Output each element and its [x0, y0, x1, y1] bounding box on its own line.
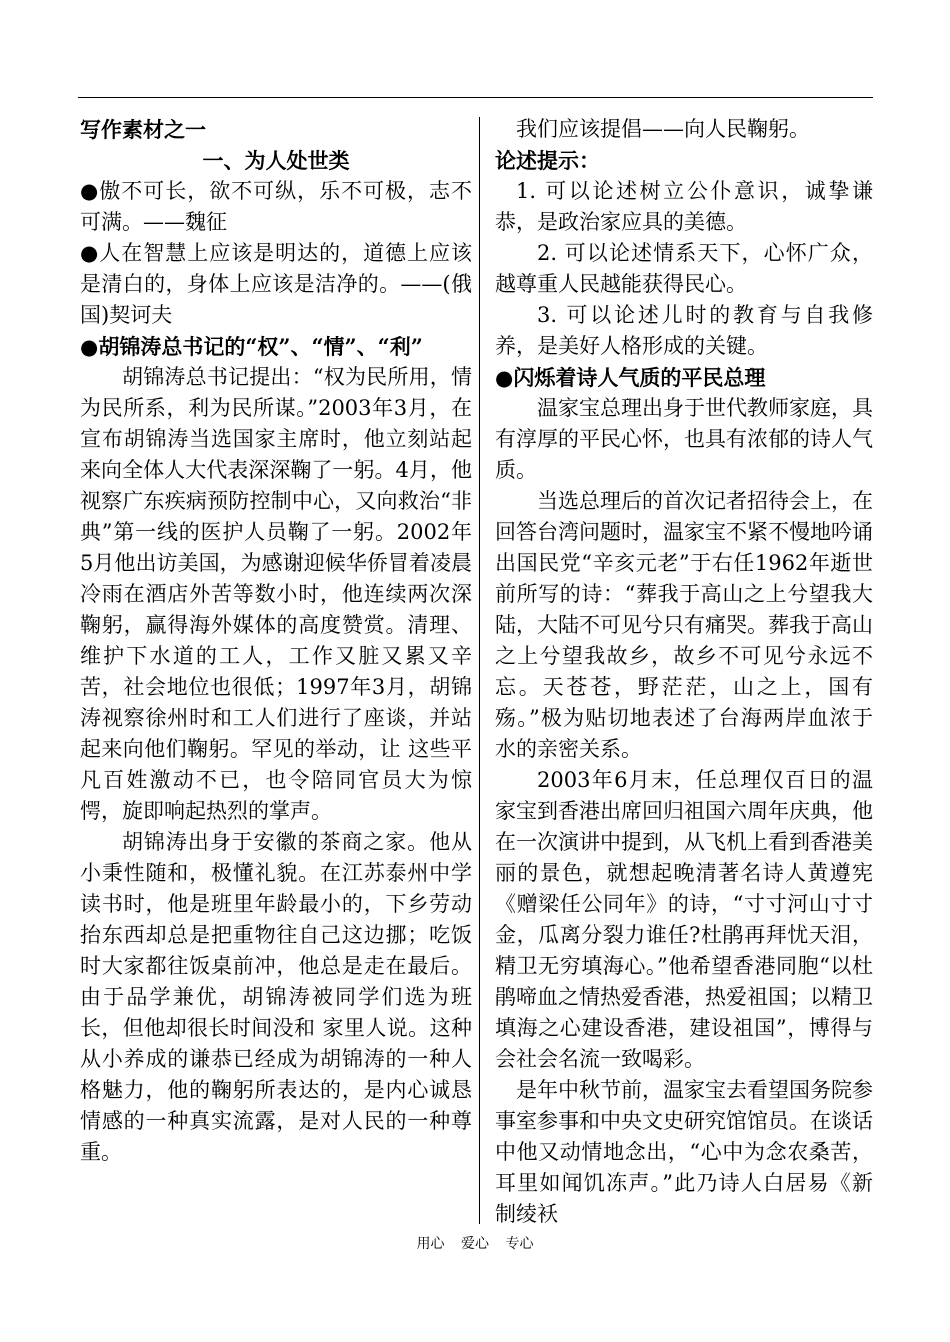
footer-item: 专心 [505, 1236, 534, 1252]
subheading-wen: ●闪烁着诗人气质的平民总理 [495, 365, 766, 390]
document-heading: 写作素材之一 [80, 117, 206, 142]
column-divider [479, 117, 480, 1224]
paragraph-wen-4: 是年中秋节前，温家宝去看望国务院参事室参事和中央文史研究馆馆员。在谈话中他又动情地念出，“心中为念农桑苦，耳里如闻饥冻声。”此乃诗人白居易《新制绫袄 [495, 1078, 873, 1226]
advocate-line: 我们应该提倡——向人民鞠躬。 [516, 117, 810, 141]
subheading-hu: ●胡锦涛总书记的“权”、“情”、“利” [80, 334, 423, 359]
quote-weizheng: ●傲不可长，欲不可纵，乐不可极，志不可满。——魏征 [80, 179, 472, 234]
tip-3: 3. 可以论述儿时的教育与自我修养，是美好人格形成的关键。 [495, 303, 873, 358]
quote-chekhov: ●人在智慧上应该是明达的，道德上应该是清白的，身体上应该是洁净的。——(俄国)契诃夫 [80, 241, 472, 327]
paragraph-wen-2: 当选总理后的首次记者招待会上，在回答台湾问题时，温家宝不紧不慢地吟诵出国民党“辛亥元老”于右任1962年逝世前所写的诗：“葬我于高山之上兮望我大陆，大陆不可见兮只有痛哭。葬我于高山之上兮望我故乡，故乡不可见兮永远不忘。天苍苍，野茫茫，山之上，国有殇。”极为贴切地表述了台海两岸血浓于水的亲密关系。 [495, 489, 873, 761]
left-column [80, 114, 472, 1168]
tips-heading: 论述提示： [495, 148, 600, 173]
section-title: 一、为人处世类 [202, 148, 350, 173]
paragraph-wen-3: 2003年6月末，任总理仅百日的温家宝到香港出席回归祖国六周年庆典，他在一次演讲中提到，从飞机上看到香港美丽的景色，就想起晚清著名诗人黄遵宪《赠梁任公同年》的诗，“寸寸河山寸寸金，瓜离分裂力谁任?杜鹃再拜忧天泪，精卫无穷填海心。”他希望香港同胞“以杜鹃啼血之情热爱香港，热爱祖国；以精卫填海之心建设香港，建设祖国”，博得与会社会名流一致喝彩。 [495, 768, 873, 1071]
paragraph-hu-2: 胡锦涛出身于安徽的茶商之家。他从小秉性随和，极懂礼貌。在江苏泰州中学读书时，他是班里年龄最小的，下乡劳动抬东西却总是把重物往自己这边挪；吃饭时大家都往饭桌前冲，他总是走在最后。由于品学兼优，胡锦涛被同学们选为班长，但他却很长时间没和 家里人说。这种从小养成的谦恭已经成为胡锦涛的一种人格魅力，他的鞠躬所表达的，是内心诚恳情感的一种真实流露，是对人民的一种尊重。 [80, 830, 472, 1164]
footer-item: 用心 [416, 1236, 445, 1252]
right-column [495, 114, 873, 1230]
tip-2: 2. 可以论述情系天下，心怀广众，越尊重人民越能获得民心。 [495, 241, 873, 296]
page-footer [0, 1233, 950, 1253]
footer-item: 爱心 [461, 1236, 489, 1252]
paragraph-wen-1: 温家宝总理出身于世代教师家庭，具有淳厚的平民心怀，也具有浓郁的诗人气质。 [495, 396, 873, 482]
paragraph-hu-1: 胡锦涛总书记提出：“权为民所用，情为民所系，利为民所谋。”2003年3月，在宣布胡锦涛当选国家主席时，他立刻站起来向全体人大代表深深鞠了一躬。4月，他视察广东疾病预防控制中心，又向救治“非典”第一线的医护人员鞠了一躬。2002年5月他出访美国，为感谢迎候华侨冒着凌晨冷雨在酒店外苦等数小时，他连续两次深鞠躬，赢得海外媒体的高度赞赏。清理、维护下水道的工人，工作又脏又累又辛苦，社会地位也很低；1997年3月，胡锦涛视察徐州时和工人们进行了座谈，并站起来向他们鞠躬。罕见的举动，让 这些平凡百姓激动不已，也令陪同官员大为惊愕，旋即响起热烈的掌声。 [80, 365, 472, 823]
top-rule [78, 97, 873, 98]
tip-1: 1. 可以论述树立公仆意识，诚挚谦恭，是政治家应具的美德。 [495, 179, 873, 234]
